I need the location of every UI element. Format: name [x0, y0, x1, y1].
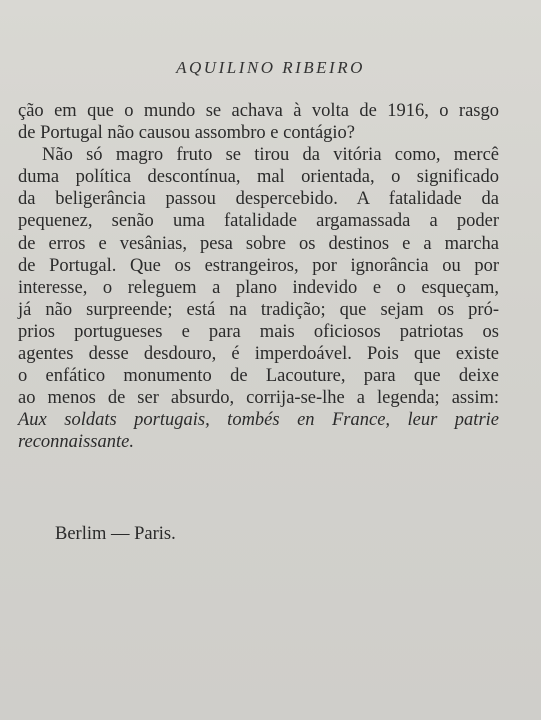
signoff: Berlim — Paris. [55, 524, 176, 544]
text-line: prios portugueses e para mais oficiosos patriotas os [18, 321, 499, 342]
text-line-italic: reconnaissante. [18, 432, 134, 453]
text-line: Não só magro fruto se tirou da vitória como, mercê [42, 145, 499, 166]
running-head: AQUILINO RIBEIRO [176, 58, 365, 77]
text-line: pequenez, senão uma fatalidade argamassada a poder [18, 211, 499, 232]
text-line: de Portugal não causou assombro e contágio? [18, 123, 356, 144]
text-line: agentes desse desdouro, é imperdoável. Pois que existe [18, 344, 499, 365]
text-line: ao menos de ser absurdo, corrija-se-lhe a legenda; assim: [18, 388, 499, 409]
text-line: de Portugal. Que os estrangeiros, por ignorância ou por [18, 255, 499, 276]
text-line: de erros e vesânias, pesa sobre os destinos e a marcha [18, 233, 499, 254]
text-line: ção em que o mundo se achava à volta de 1916, o rasgo [18, 101, 499, 121]
body-text [18, 100, 499, 454]
text-line: o enfático monumento de Lacouture, para que deixe [18, 366, 499, 387]
text-line: já não surpreende; está na tradição; que sejam os pró- [18, 299, 499, 320]
text-line-italic: Aux soldats portugais, tombés en France, leur patrie [18, 410, 499, 431]
text-line: duma política descontínua, mal orientada, o significado [18, 167, 499, 188]
text-line: interesse, o releguem a plano indevido e o esqueçam, [18, 277, 499, 298]
text-line: da beligerância passou despercebido. A fatalidade da [18, 189, 499, 210]
